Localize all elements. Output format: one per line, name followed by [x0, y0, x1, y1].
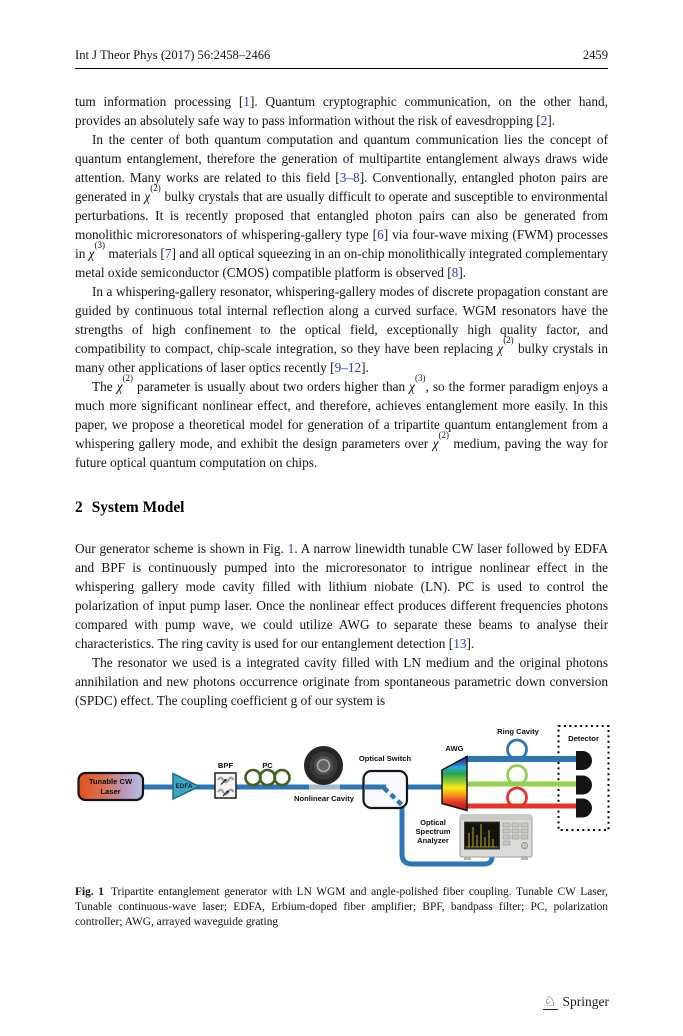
bpf-filter-icon — [215, 773, 236, 798]
reference-link[interactable]: 3–8 — [339, 170, 360, 185]
text-run: parameter is usually about two orders higher than — [133, 379, 410, 394]
text-run: . A narrow linewidth tunable CW laser followed by EDFA and BPF is continuously pumped into the microresonator to intrigue nonlinear effect in the whispering gallery mode cavity filled with lithium niobate (LN). PC is used to control the polarization of input pump laser. Once the nonlinear effect produces different frequencies photons compared with pump wave, we could utilize AWG to separate these beams to analyse their characteristics. The ring cavity is used for our entanglement detection [ — [75, 541, 608, 651]
section-title: System Model — [91, 499, 185, 516]
math-symbol: χ — [432, 436, 439, 451]
page-number: 2459 — [582, 48, 608, 62]
text-run: Our generator scheme is shown in Fig. — [75, 541, 288, 556]
osa-instrument — [460, 815, 532, 860]
paragraph — [75, 130, 608, 282]
bpf-label: BPF — [217, 761, 234, 770]
reference-link[interactable]: 7 — [164, 246, 172, 261]
figure-diagram — [72, 718, 628, 876]
reference-link[interactable]: 2 — [540, 113, 548, 128]
awg-label: AWG — [445, 744, 464, 753]
text-run: tum information processing [ — [75, 94, 244, 109]
page-header — [75, 48, 608, 63]
math-symbol: χ — [144, 189, 151, 204]
paragraph — [75, 653, 608, 710]
text-run: In a whispering-gallery resonator, whispering-gallery modes of discrete propagation constant are guided by continuous total internal reflection along a curved surface. WGM resonators have the strengths of high confinement to the optical field, exceptionally high quality factor, and compatibility to compact, chip-scale integration, so they have been replacing — [75, 284, 608, 356]
superscript: (2) — [438, 430, 449, 441]
section-heading — [75, 499, 608, 517]
math-symbol: χ — [88, 246, 95, 261]
paragraph — [75, 282, 608, 377]
paragraph — [75, 92, 608, 130]
text-run: The resonator we used is a integrated cavity filled with LN medium and the original photons annihilation and new photons occurrence originate from spontaneous parametric down conversion (SPDC) effect. The coupling coefficient g of our system is — [75, 655, 608, 708]
laser-label: Tunable CW Laser — [88, 777, 133, 796]
paragraph — [75, 373, 608, 472]
paragraph — [75, 539, 608, 653]
superscript: (2) — [122, 373, 134, 384]
publisher-footer — [543, 994, 609, 1010]
figure-caption-label: Fig. 1 — [75, 886, 104, 898]
reference-link[interactable]: 1 — [287, 541, 295, 556]
text-run: bulky crystals that are usually difficult to operate and susceptible to environmental perturbations. It is recently proposed that entangled photon pairs can also be generated from monolithic microresonators of whispering-gallery type [ — [75, 189, 608, 242]
detector-label: Detector — [568, 734, 599, 743]
reference-link[interactable]: 13 — [453, 636, 467, 651]
header-rule — [75, 68, 608, 69]
text-run: ]. Conventionally, entangled photon pairs are generated in — [75, 170, 608, 204]
math-symbol: χ — [116, 379, 123, 394]
journal-citation: Int J Theor Phys (2017) 56:2458–2466 — [75, 48, 271, 62]
osa-label: Optical Spectrum Analyzer — [415, 818, 451, 846]
text-run: ]. — [361, 360, 369, 375]
springer-logo-icon: ♘ — [543, 994, 557, 1010]
reference-link[interactable]: 1 — [243, 94, 250, 109]
figure-caption — [75, 885, 608, 929]
section-number: 2 — [75, 499, 83, 516]
article-body — [75, 92, 608, 710]
math-symbol: χ — [497, 341, 504, 356]
text-run: ]. — [458, 265, 467, 280]
text-run: In the center of both quantum computation and quantum communication lies the concept of quantum entanglement, therefore the generation of multipartite entanglement always draws wide attention. Many works are related to this field [ — [75, 132, 608, 185]
text-run: ] via four-wave mixing (FWM) processes in — [75, 227, 608, 261]
publisher-name: Springer — [562, 994, 609, 1009]
text-run: ]. — [547, 113, 556, 128]
superscript: (3) — [94, 240, 106, 251]
optical-switch-label: Optical Switch — [358, 754, 412, 763]
reference-link[interactable]: 6 — [377, 227, 384, 242]
figure-1 — [75, 718, 608, 929]
text-run: medium, paving the way for future optical quantum computation on chips. — [75, 436, 608, 470]
text-run: bulky crystals in many other applications of laser optics recently [ — [75, 341, 608, 375]
reference-link[interactable]: 8 — [451, 265, 459, 280]
math-symbol: χ — [409, 379, 416, 394]
superscript: (2) — [503, 335, 514, 346]
awg-prism-icon — [442, 757, 467, 811]
figure-caption-text: Tripartite entanglement generator with LN WGM and angle-polished fiber coupling. Tunable CW Laser, Tunable continuous-wave laser; EDFA, Erbium-doped fiber amplifier; BPF, bandpass filter; PC, polarization controller; AWG, arrayed waveguide grating — [75, 886, 608, 928]
nonlinear-cavity-icon — [304, 746, 343, 785]
page-content — [75, 48, 608, 929]
pc-label: PC — [262, 761, 273, 770]
text-run: The — [92, 379, 117, 394]
text-run: ] and all optical squeezing in an on-chip monolithically integrated complementary metal oxide semiconductor (CMOS) compatible platform is observed [ — [75, 246, 608, 280]
text-run: ]. — [466, 636, 475, 651]
superscript: (2) — [150, 183, 161, 194]
text-run: materials [ — [105, 246, 165, 261]
superscript: (3) — [415, 373, 426, 384]
pc-loops-icon — [246, 770, 290, 785]
text-run: , so the former paradigm enjoys a much more significant nonlinear effect, and therefore, achieves entanglement more easily. In this paper, we propose a theoretical model for generation of a tripartite quantum entanglement from a whispering gallery mode, and exhibit the design parameters over — [75, 379, 608, 451]
nonlinear-cavity-label: Nonlinear Cavity — [294, 794, 354, 803]
ring-cavity-label: Ring Cavity — [497, 727, 539, 736]
edfa-label: EDFA — [175, 783, 193, 790]
text-run: ]. Quantum cryptographic communication, on the other hand, provides an absolutely safe way to pass information without the risk of eavesdropping [ — [75, 94, 608, 128]
reference-link[interactable]: 9–12 — [334, 360, 362, 375]
